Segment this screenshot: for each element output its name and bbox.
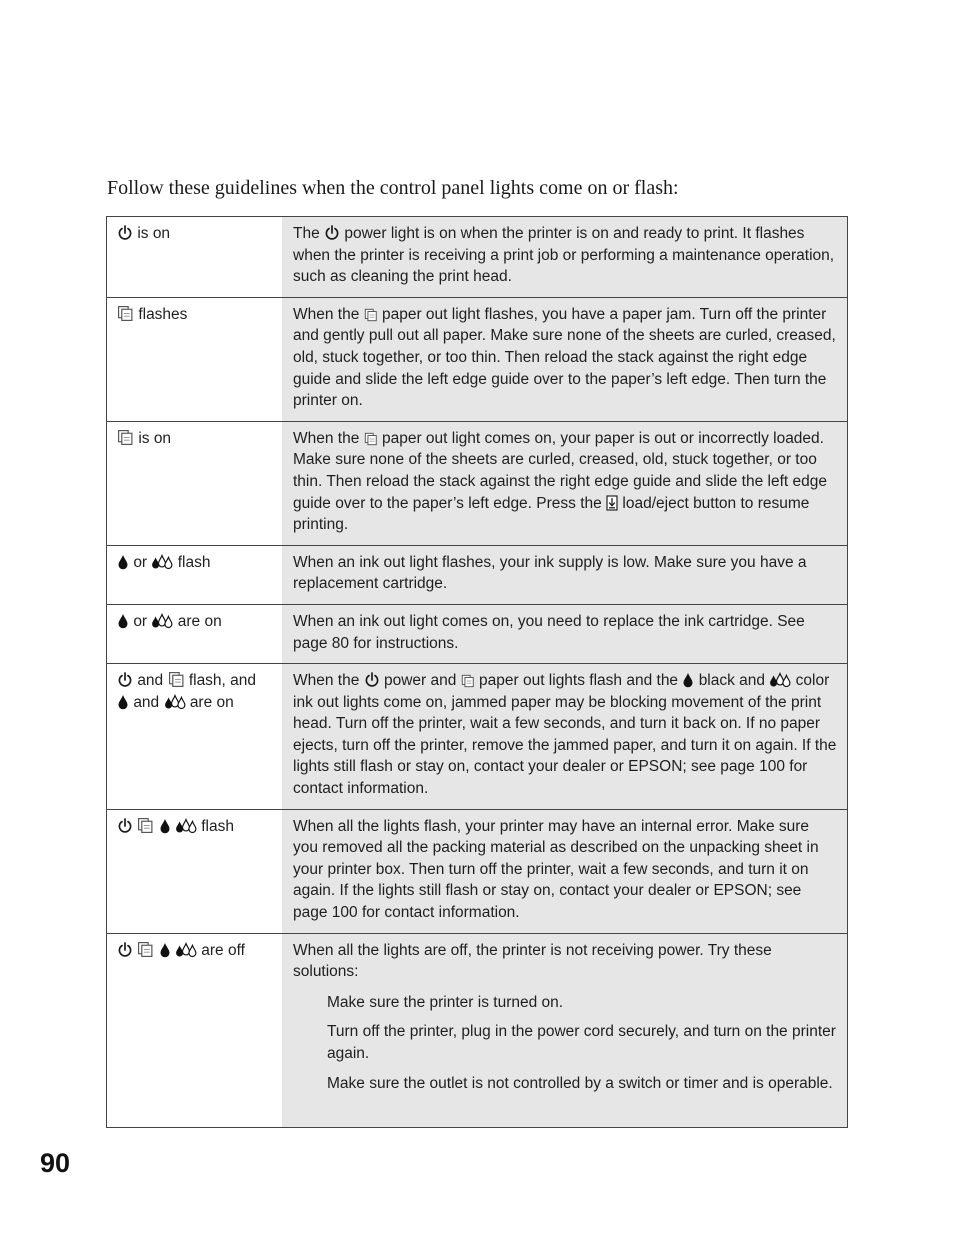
black-ink-icon: [682, 672, 694, 688]
power-icon: [117, 942, 133, 958]
light-condition: [107, 297, 283, 421]
condition-text: flash: [177, 553, 211, 571]
condition-text: and: [137, 672, 164, 690]
light-condition: [107, 933, 283, 1127]
control-panel-lights-table: [106, 216, 848, 1128]
condition-text: are on: [189, 693, 234, 711]
power-icon: [117, 225, 133, 241]
load-eject-icon: [606, 495, 618, 511]
power-icon: [117, 672, 133, 688]
color-ink-icon: [175, 818, 197, 834]
power-icon: [324, 225, 340, 241]
description-text: paper out light comes on, your paper is out or incorrectly loaded. Make sure none of the sheets are curled, creased, old, stuck together, or too thin. Then reload the stack against the right edge guide and slide the left edge guide over to the paper’s left edge. Press the: [293, 429, 827, 512]
power-icon: [117, 818, 133, 834]
page-number: 90: [40, 1148, 71, 1178]
light-condition: [107, 664, 283, 810]
light-description: [282, 421, 848, 545]
intro-text: Follow these guidelines when the control panel lights come on or flash:: [107, 177, 679, 199]
light-condition: [107, 217, 283, 298]
black-ink-icon: [117, 694, 129, 710]
table-row: [107, 297, 848, 421]
condition-text: or: [133, 612, 148, 630]
condition-text: flash: [201, 817, 234, 835]
paper-out-icon: [117, 429, 134, 446]
table-row: [107, 421, 848, 545]
condition-text: are on: [177, 612, 222, 630]
solution-item: Make sure the outlet is not controlled by a switch or timer and is operable.: [327, 1074, 833, 1092]
description-text: When an ink out light comes on, you need to replace the ink cartridge. See page 80 for instructions.: [293, 612, 805, 652]
color-ink-icon: [175, 942, 197, 958]
description-text: load/eject button to resume printing.: [293, 494, 810, 534]
condition-text: is on: [137, 225, 171, 242]
black-ink-icon: [159, 818, 171, 834]
table-row: [107, 933, 848, 1127]
description-text: power and: [383, 672, 457, 690]
condition-text: are off: [201, 941, 245, 959]
light-description: [282, 297, 848, 421]
paper-out-icon: [168, 671, 185, 688]
light-condition: [107, 604, 283, 663]
description-text: color ink out lights come on, jammed paper may be blocking movement of the print head. Turn off the printer, wait a few seconds, and turn it back on. If no paper ejects, turn off the printer, remove the jammed paper, and turn it on again. If the lights still flash or stay on, contact your dealer or EPSON; see page 100 for contact information.: [293, 672, 837, 798]
light-condition: [107, 545, 283, 604]
condition-text: or: [133, 553, 148, 571]
condition-text: and: [133, 693, 160, 711]
light-description: [282, 217, 848, 298]
black-ink-icon: [117, 554, 129, 570]
condition-text: flash, and: [188, 672, 257, 690]
description-text: When the: [293, 305, 360, 323]
condition-text: flashes: [138, 305, 188, 323]
description-text: power light is on when the printer is on and ready to print. It flashes when the printer is receiving a print job or performing a maintenance operation, such as cleaning the print head.: [293, 225, 835, 286]
paper-out-icon: [461, 674, 475, 688]
light-description: [282, 933, 848, 1127]
description-text: paper out light flashes, you have a paper jam. Turn off the printer and gently pull out all paper. Make sure none of the sheets are curled, creased, old, stuck together, or too thin. Then reload the stack against the right edge guide and slide the left edge guide over to the paper’s left edge. Then turn the printer on.: [293, 305, 836, 410]
paper-out-icon: [117, 305, 134, 322]
solution-item: Make sure the printer is turned on.: [327, 993, 564, 1011]
description-text: When all the lights flash, your printer may have an internal error. Make sure you removed all the packing material as described on the unpacking sheet in your printer box. Then turn off the printer, wait a few seconds, and turn it on again. If the lights still flash or stay on, contact your dealer or EPSON; see page 100 for contact information.: [293, 817, 819, 922]
description-text: When an ink out light flashes, your ink supply is low. Make sure you have a replacement cartridge.: [293, 553, 807, 593]
light-description: [282, 545, 848, 604]
description-text: black and: [698, 672, 766, 690]
power-icon: [364, 672, 380, 688]
color-ink-icon: [769, 672, 791, 688]
color-ink-icon: [151, 613, 173, 629]
solution-item: Turn off the printer, plug in the power cord securely, and turn on the printer again.: [327, 1023, 836, 1062]
table-row: [107, 604, 848, 663]
condition-text: is on: [138, 429, 172, 447]
light-description: [282, 809, 848, 933]
color-ink-icon: [151, 554, 173, 570]
light-description: [282, 604, 848, 663]
paper-out-icon: [364, 432, 378, 446]
description-text: When the: [293, 672, 360, 690]
description-text: The: [293, 225, 320, 242]
color-ink-icon: [164, 694, 186, 710]
black-ink-icon: [117, 613, 129, 629]
table-row: [107, 545, 848, 604]
light-condition: [107, 421, 283, 545]
paper-out-icon: [137, 817, 154, 834]
table-row: [107, 809, 848, 933]
light-condition: [107, 809, 283, 933]
description-text: When all the lights are off, the printer is not receiving power. Try these solutions:: [293, 941, 772, 981]
description-text: When the: [293, 429, 360, 447]
table-row: [107, 664, 848, 810]
paper-out-icon: [137, 941, 154, 958]
light-description: [282, 664, 848, 810]
description-text: paper out lights flash and the: [479, 672, 679, 690]
black-ink-icon: [159, 942, 171, 958]
table-row: [107, 217, 848, 298]
paper-out-icon: [364, 308, 378, 322]
